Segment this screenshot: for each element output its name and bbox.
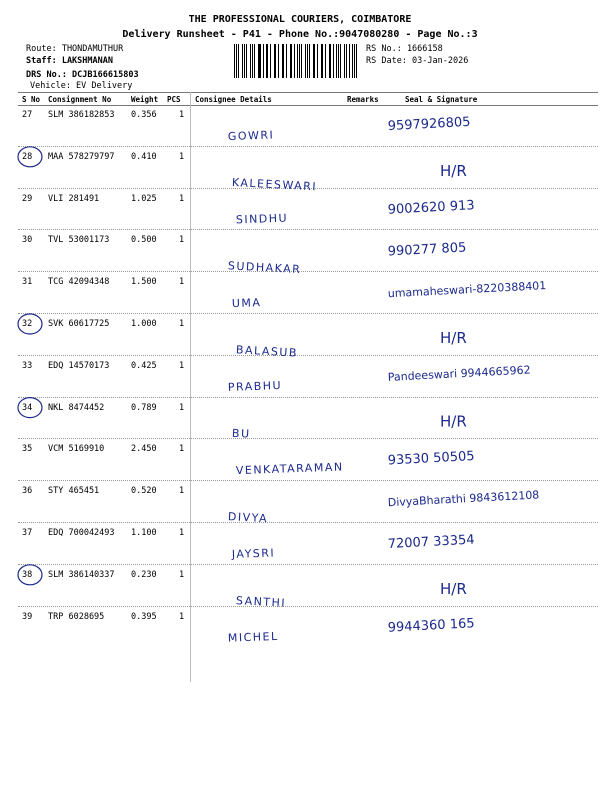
row-sno: 38 — [22, 569, 33, 580]
signature-handwriting: 990277 805 — [387, 240, 467, 260]
consignee-handwriting: JAYSRI — [231, 546, 276, 561]
row-weight: 1.100 — [131, 528, 157, 538]
row-weight: 1.500 — [131, 277, 157, 288]
col-weight: Weight — [131, 95, 159, 104]
row-weight: 0.410 — [131, 151, 157, 162]
row-pcs: 1 — [179, 235, 185, 246]
handwritten-circle-mark — [18, 398, 42, 418]
row-sno: 34 — [22, 402, 33, 413]
row-pcs: 1 — [179, 611, 185, 622]
row-sno: 29 — [22, 193, 33, 204]
row-weight: 0.395 — [131, 611, 157, 622]
row-consignment: VLI 281491 — [48, 193, 100, 204]
signature-handwriting: H/R — [440, 579, 467, 598]
row-sno: 39 — [22, 611, 33, 622]
consignee-handwriting: SANTHI — [235, 594, 287, 610]
row-pcs: 1 — [179, 402, 185, 413]
consignee-handwriting: GOWRI — [227, 128, 275, 144]
row-weight: 2.450 — [131, 444, 157, 455]
row-consignment: TCG 42094348 — [48, 277, 110, 288]
rs-number: RS No.: 1666158 — [366, 44, 443, 54]
signature-handwriting: DivyaBharathi 9843612108 — [387, 488, 540, 510]
company-title: THE PROFESSIONAL COURIERS, COIMBATORE — [188, 14, 412, 25]
row-consignment: MAA 578279797 — [48, 151, 115, 162]
signature-handwriting: umamaheswari-8220388401 — [387, 279, 547, 301]
handwritten-circle-mark — [18, 314, 42, 334]
signature-handwriting: H/R — [440, 329, 467, 347]
consignee-handwriting: MICHEL — [227, 629, 279, 645]
col-sno: S No — [22, 95, 41, 104]
row-sno: 31 — [22, 277, 33, 288]
row-sno: 28 — [22, 151, 33, 162]
route-label: Route: THONDAMUTHUR — [26, 44, 124, 54]
consignee-handwriting: VENKATARAMAN — [235, 460, 344, 478]
row-consignment: NKL 8474452 — [48, 402, 105, 413]
consignee-handwriting: DIVYA — [227, 510, 269, 526]
row-weight: 0.425 — [131, 360, 157, 371]
row-weight: 1.000 — [131, 319, 157, 329]
col-consignee: Consignee Details — [195, 95, 272, 104]
row-pcs: 1 — [179, 151, 185, 162]
row-pcs: 1 — [179, 486, 185, 497]
signature-handwriting: 9002620 913 — [387, 198, 475, 218]
row-sno: 30 — [22, 235, 33, 246]
col-consignment: Consignment No — [48, 95, 112, 104]
row-pcs: 1 — [179, 569, 185, 580]
row-consignment: SVK 60617725 — [48, 319, 110, 329]
consignee-handwriting: BALASUB — [235, 343, 299, 360]
row-pcs: 1 — [179, 193, 185, 204]
row-pcs: 1 — [179, 110, 185, 120]
col-pcs: PCS — [167, 95, 181, 104]
row-weight: 0.520 — [131, 486, 157, 497]
signature-handwriting: H/R — [440, 412, 467, 431]
rs-date: RS Date: 03-Jan-2026 — [366, 56, 469, 66]
row-consignment: SLM 386182853 — [48, 110, 115, 120]
row-pcs: 1 — [179, 319, 185, 329]
row-pcs: 1 — [179, 360, 185, 371]
row-sno: 27 — [22, 110, 33, 120]
signature-handwriting: 9944360 165 — [387, 616, 475, 636]
row-consignment: STY 465451 — [48, 486, 100, 497]
row-weight: 0.356 — [131, 110, 157, 120]
handwritten-circle-mark — [18, 147, 42, 167]
consignee-handwriting: BU — [231, 426, 251, 441]
row-consignment: VCM 5169910 — [48, 444, 105, 455]
row-consignment: TVL 53001173 — [48, 235, 110, 246]
row-pcs: 1 — [179, 528, 185, 538]
signature-handwriting: Pandeeswari 9944665962 — [387, 363, 531, 384]
consignee-handwriting: KALEESWARI — [231, 175, 318, 194]
row-weight: 0.230 — [131, 569, 157, 580]
row-consignment: EDQ 14570173 — [48, 360, 110, 371]
runsheet-title: Delivery Runsheet - P41 - Phone No.:9047080280 - Page No.:3 — [122, 29, 478, 40]
vehicle-label: Vehicle: EV Delivery — [30, 81, 133, 91]
col-remarks: Remarks — [347, 95, 379, 104]
row-weight: 0.789 — [131, 402, 157, 413]
signature-handwriting: H/R — [440, 161, 467, 180]
signature-handwriting: 93530 50505 — [387, 448, 475, 469]
row-sno: 36 — [22, 486, 33, 497]
col-seal: Seal & Signature — [405, 95, 478, 104]
drs-label: DRS No.: DCJB166615803 — [26, 70, 139, 80]
row-sno: 35 — [22, 444, 33, 455]
consignee-handwriting: SUDHAKAR — [227, 259, 302, 277]
row-consignment: SLM 386140337 — [48, 569, 115, 580]
row-weight: 0.500 — [131, 235, 157, 246]
consignee-handwriting: SINDHU — [235, 211, 289, 227]
signature-handwriting: 9597926805 — [387, 114, 471, 135]
row-pcs: 1 — [179, 277, 185, 288]
staff-label: Staff: LAKSHMANAN — [26, 56, 113, 66]
row-consignment: EDQ 700042493 — [48, 528, 115, 538]
row-sno: 37 — [22, 528, 33, 538]
row-sno: 32 — [22, 319, 33, 329]
signature-handwriting: 72007 33354 — [387, 532, 475, 553]
row-sno: 33 — [22, 360, 33, 371]
consignee-handwriting: UMA — [231, 296, 262, 311]
row-pcs: 1 — [179, 444, 185, 455]
handwritten-circle-mark — [18, 565, 42, 585]
consignee-handwriting: PRABHU — [227, 378, 283, 394]
row-weight: 1.025 — [131, 193, 157, 204]
row-consignment: TRP 6028695 — [48, 611, 105, 622]
